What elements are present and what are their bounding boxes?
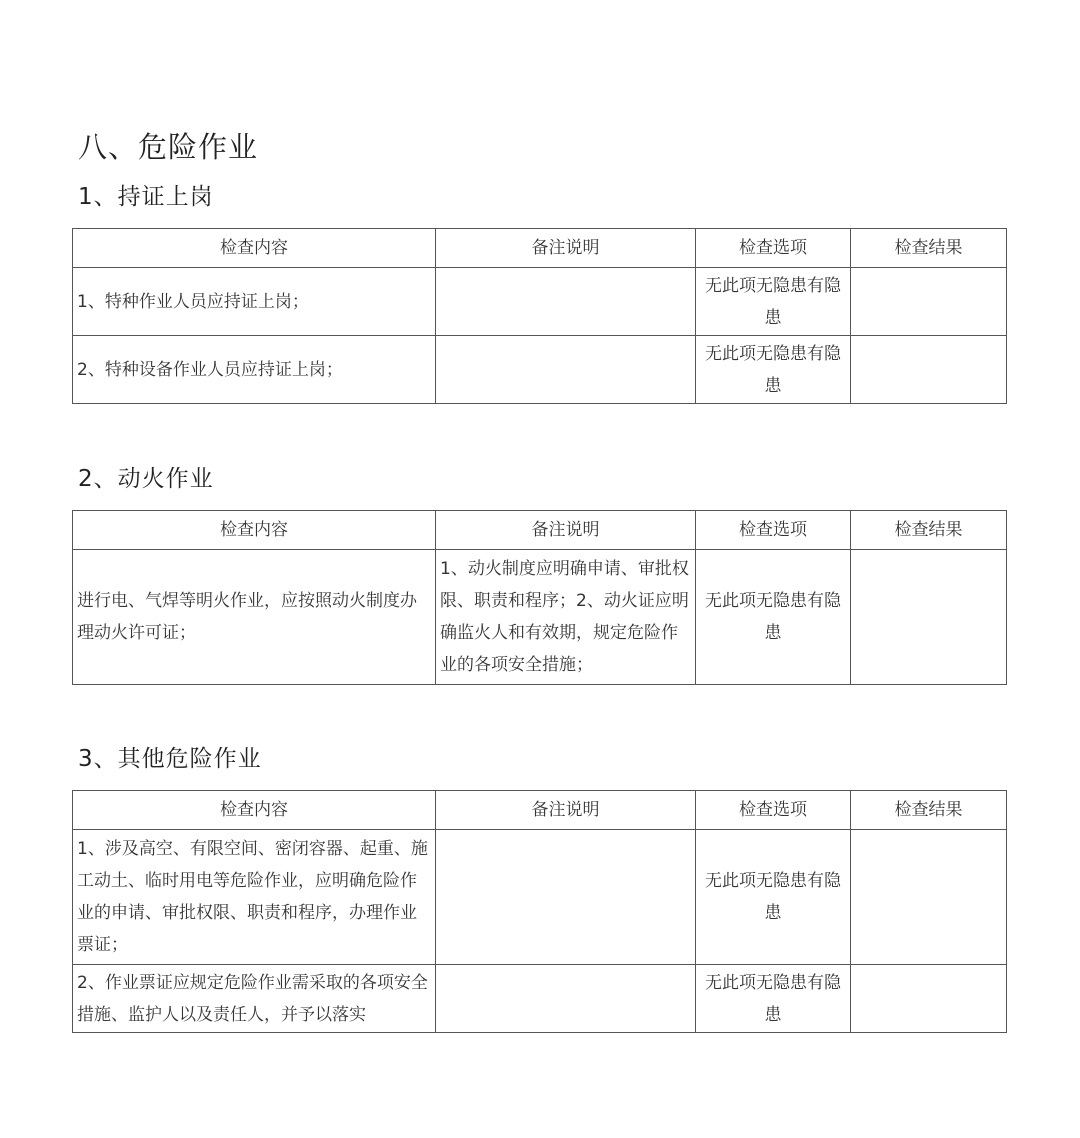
header-result: 检查结果 [851,229,1007,268]
header-option: 检查选项 [696,229,851,268]
header-option: 检查选项 [696,511,851,550]
cell-option[interactable]: 无此项无隐患有隐患 [696,336,851,404]
table-row [73,550,1007,685]
header-note: 备注说明 [436,511,696,550]
header-result: 检查结果 [851,791,1007,830]
cell-result[interactable] [851,336,1007,404]
header-note: 备注说明 [436,229,696,268]
table-header-row [73,791,1007,830]
cell-content: 1、涉及高空、有限空间、密闭容器、起重、施工动土、临时用电等危险作业，应明确危险作业的申请、审批权限、职责和程序，办理作业票证； [73,830,436,965]
section-title-hot-work: 2、动火作业 [78,466,214,492]
cell-option[interactable]: 无此项无隐患有隐患 [696,550,851,685]
cell-result[interactable] [851,268,1007,336]
page-title: 八、危险作业 [78,130,259,164]
cell-option[interactable]: 无此项无隐患有隐患 [696,268,851,336]
cell-content: 进行电、气焊等明火作业，应按照动火制度办理动火许可证； [73,550,436,685]
table-row [73,965,1007,1033]
checklist-table-hot-work [72,510,1007,685]
cell-content: 1、特种作业人员应持证上岗； [73,268,436,336]
cell-note[interactable] [436,268,696,336]
header-content: 检查内容 [73,229,436,268]
table-header-row [73,229,1007,268]
cell-content: 2、特种设备作业人员应持证上岗； [73,336,436,404]
section-title-other-hazardous-work: 3、其他危险作业 [78,746,262,772]
table-row [73,830,1007,965]
checklist-table-other-hazardous-work [72,790,1007,1033]
cell-option[interactable]: 无此项无隐患有隐患 [696,965,851,1033]
checklist-table-certification [72,228,1007,404]
cell-note[interactable] [436,830,696,965]
header-result: 检查结果 [851,511,1007,550]
section-title-certification: 1、持证上岗 [78,184,214,210]
cell-result[interactable] [851,550,1007,685]
header-note: 备注说明 [436,791,696,830]
header-content: 检查内容 [73,791,436,830]
header-option: 检查选项 [696,791,851,830]
cell-option[interactable]: 无此项无隐患有隐患 [696,830,851,965]
cell-content: 2、作业票证应规定危险作业需采取的各项安全措施、监护人以及责任人，并予以落实 [73,965,436,1033]
cell-note[interactable] [436,965,696,1033]
header-content: 检查内容 [73,511,436,550]
cell-note[interactable] [436,336,696,404]
cell-result[interactable] [851,830,1007,965]
table-row [73,268,1007,336]
cell-result[interactable] [851,965,1007,1033]
table-row [73,336,1007,404]
table-header-row [73,511,1007,550]
cell-note[interactable]: 1、动火制度应明确申请、审批权限、职责和程序；2、动火证应明确监火人和有效期，规定危险作业的各项安全措施； [436,550,696,685]
